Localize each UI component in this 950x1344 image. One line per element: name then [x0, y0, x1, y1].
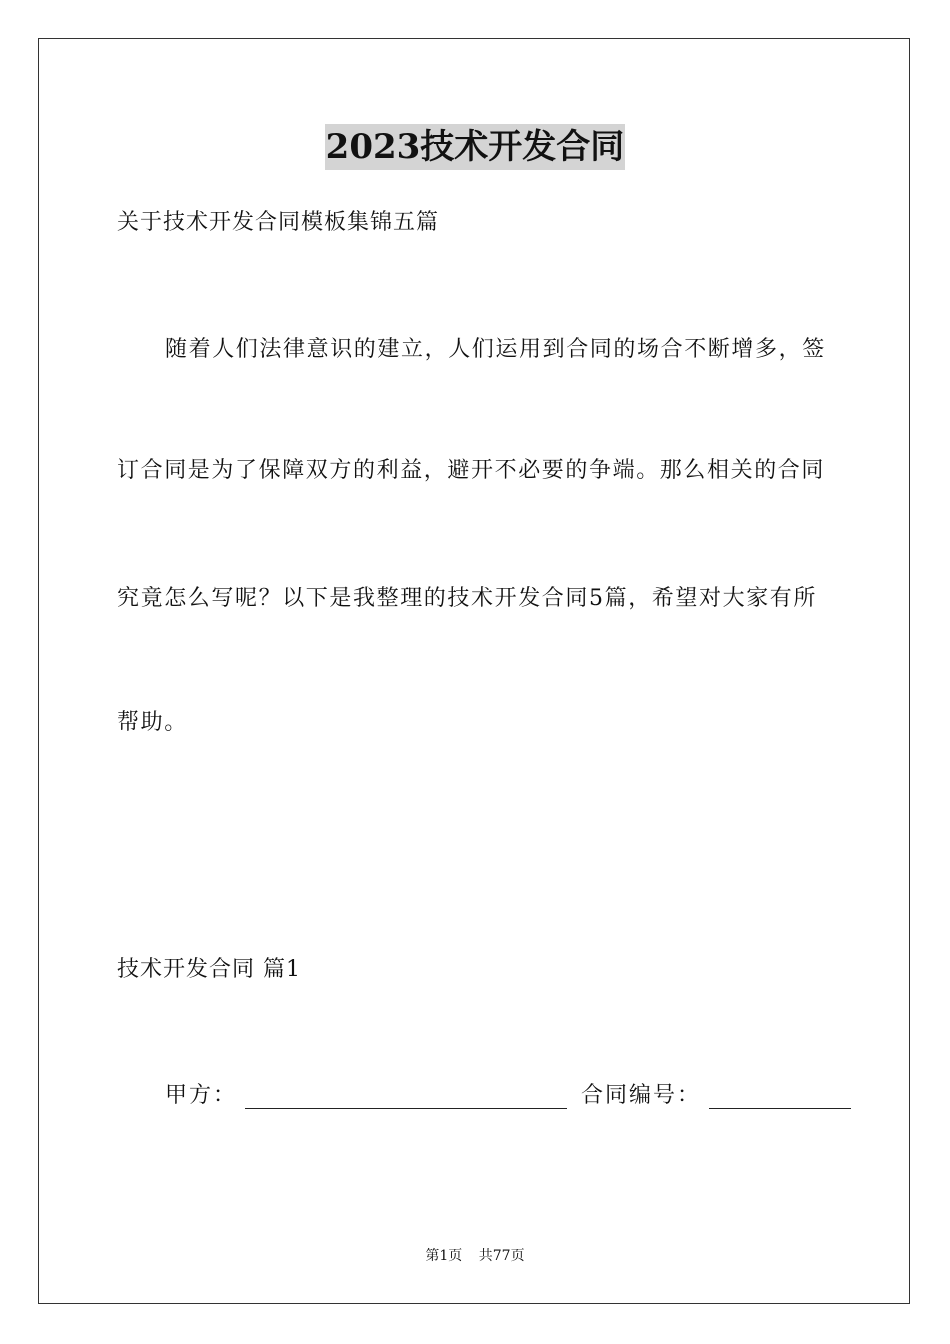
party-a-blank-field[interactable] [245, 1084, 567, 1109]
intro-line-1: 随着人们法律意识的建立，人们运用到合同的场合不断增多，签 [165, 337, 826, 362]
intro-line-2: 订合同是为了保障双方的利益，避开不必要的争端。那么相关的合同 [117, 458, 826, 483]
section-heading: 技术开发合同 篇1 [117, 957, 301, 982]
party-a-label: 甲方： [165, 1083, 238, 1108]
contract-no-label: 合同编号： [581, 1083, 702, 1108]
page-footer [0, 1246, 950, 1266]
contract-no-blank-field[interactable] [709, 1084, 851, 1109]
party-row [165, 1080, 851, 1112]
page-number-total: 共77页 [478, 1248, 525, 1264]
intro-line-3: 究竟怎么写呢？以下是我整理的技术开发合同5篇，希望对大家有所 [117, 586, 817, 611]
page-number-current: 第1页 [425, 1248, 463, 1264]
intro-line-4: 帮助。 [117, 710, 188, 735]
document-title-wrapper [0, 124, 950, 170]
document-subtitle: 关于技术开发合同模板集锦五篇 [117, 210, 440, 235]
document-title: 2023技术开发合同 [325, 124, 626, 170]
